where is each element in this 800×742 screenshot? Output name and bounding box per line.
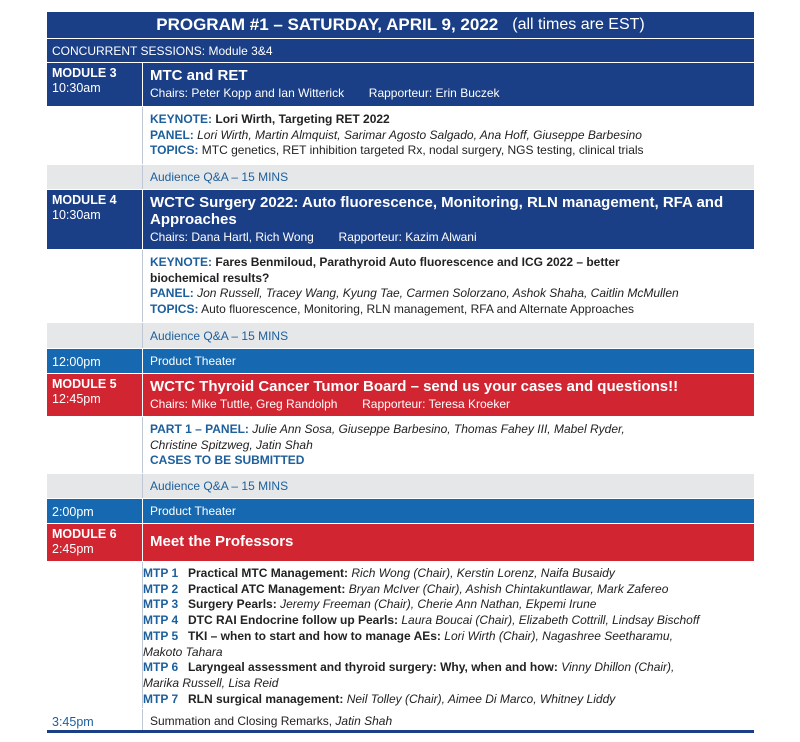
module-5-cases: CASES TO BE SUBMITTED <box>150 453 305 467</box>
module-4-header <box>47 190 754 250</box>
module-3-panel: PANEL: Lori Wirth, Martin Almquist, Sarimar Agosto Salgado, Ana Hoff, Giuseppe Barbesino <box>150 127 642 142</box>
closing-row <box>47 709 754 733</box>
closing-label: Summation and Closing Remarks, <box>150 714 333 728</box>
module-4-title: WCTC Surgery 2022: Auto fluorescence, Monitoring, RLN management, RFA and Approaches <box>150 194 724 228</box>
module-3-qa: Audience Q&A – 15 MINS <box>47 165 754 190</box>
module-3-title: MTC and RET <box>150 67 248 84</box>
module-6-title: Meet the Professors <box>150 533 294 550</box>
module-3-topics: TOPICS: MTC genetics, RET inhibition targeted Rx, nodal surgery, NGS testing, clinical trials <box>150 143 644 157</box>
product-theater-2-time: 2:00pm <box>52 505 94 519</box>
program-time-note: (all times are EST) <box>512 16 645 33</box>
mtp-1: MTP 1 Practical MTC Management: Rich Wong (Chair), Kerstin Lorenz, Naifa Busaidy <box>143 566 615 580</box>
module-5-header <box>47 374 754 417</box>
module-4-details <box>47 250 754 323</box>
product-theater-1-label: Product Theater <box>142 349 754 373</box>
mtp-5: MTP 5 TKI – when to start and how to manage AEs: Lori Wirth (Chair), Nagashree Seetharamu, Makoto Tahara <box>143 628 673 659</box>
module-4-chairs: Chairs: Dana Hartl, Rich Wong Rapporteur: Kazim Alwani <box>150 230 477 244</box>
module-3-keynote: KEYNOTE: Lori Wirth, Targeting RET 2022 <box>150 112 390 126</box>
module-3-header <box>47 63 754 107</box>
module-5-time: 12:45pm <box>52 392 101 406</box>
program-title: PROGRAM #1 – SATURDAY, APRIL 9, 2022 <box>156 15 499 34</box>
module-3-details <box>47 107 754 165</box>
module-5-details <box>47 417 754 474</box>
module-3-label: MODULE 3 <box>52 66 117 80</box>
mtp-4: MTP 4 DTC RAI Endocrine follow up Pearls: Laura Boucai (Chair), Elizabeth Cottrill, Lindsay Bischoff <box>143 613 700 628</box>
program-header <box>47 12 754 39</box>
module-4-keynote: KEYNOTE: Fares Benmiloud, Parathyroid Auto fluorescence and ICG 2022 – better biochemical results? <box>150 255 620 285</box>
product-theater-2 <box>47 499 754 524</box>
module-6-time: 2:45pm <box>52 542 94 556</box>
module-6-details <box>47 562 754 709</box>
module-5-chairs: Chairs: Mike Tuttle, Greg Randolph Rapporteur: Teresa Kroeker <box>150 397 510 411</box>
module-5-panel: PART 1 – PANEL: Julie Ann Sosa, Giuseppe Barbesino, Thomas Fahey III, Mabel Ryder, Christine Spitzweg, Jatin Shah <box>150 422 625 452</box>
module-5-qa: Audience Q&A – 15 MINS <box>47 474 754 499</box>
module-5-label: MODULE 5 <box>52 377 117 391</box>
concurrent-sessions-label: CONCURRENT SESSIONS: Module 3&4 <box>52 43 273 58</box>
product-theater-2-label: Product Theater <box>142 499 754 523</box>
mtp-3: MTP 3 Surgery Pearls: Jeremy Freeman (Chair), Cherie Ann Nathan, Ekpemi Irune <box>143 597 597 612</box>
module-4-time: 10:30am <box>52 208 101 222</box>
module-5-title: WCTC Thyroid Cancer Tumor Board – send us your cases and questions!! <box>150 378 679 395</box>
closing-speaker: Jatin Shah <box>335 714 393 728</box>
module-3-time: 10:30am <box>52 81 101 95</box>
module-4-qa: Audience Q&A – 15 MINS <box>47 323 754 349</box>
concurrent-sessions-row <box>47 39 754 63</box>
module-6-label: MODULE 6 <box>52 527 117 541</box>
module-4-topics: TOPICS: Auto fluorescence, Monitoring, RLN management, RFA and Alternate Approaches <box>150 301 635 316</box>
module-3-chairs: Chairs: Peter Kopp and Ian Witterick Rapporteur: Erin Buczek <box>150 86 500 100</box>
module-6-header <box>47 524 754 562</box>
module-4-label: MODULE 4 <box>52 193 117 207</box>
product-theater-1-time: 12:00pm <box>52 355 101 369</box>
closing-time: 3:45pm <box>47 709 142 730</box>
module-4-panel: PANEL: Jon Russell, Tracey Wang, Kyung Tae, Carmen Solorzano, Ashok Shaha, Caitlin McMullen <box>150 286 679 300</box>
product-theater-1 <box>47 349 754 374</box>
mtp-7: MTP 7 RLN surgical management: Neil Tolley (Chair), Aimee Di Marco, Whitney Liddy <box>143 691 616 706</box>
mtp-6: MTP 6 Laryngeal assessment and thyroid surgery: Why, when and how: Vinny Dhillon (Chair), Marika Russell, Lisa Reid <box>143 660 675 690</box>
program-grid <box>47 12 754 733</box>
mtp-2: MTP 2 Practical ATC Management: Bryan McIver (Chair), Ashish Chintakuntlawar, Mark Zafereo <box>143 581 669 596</box>
